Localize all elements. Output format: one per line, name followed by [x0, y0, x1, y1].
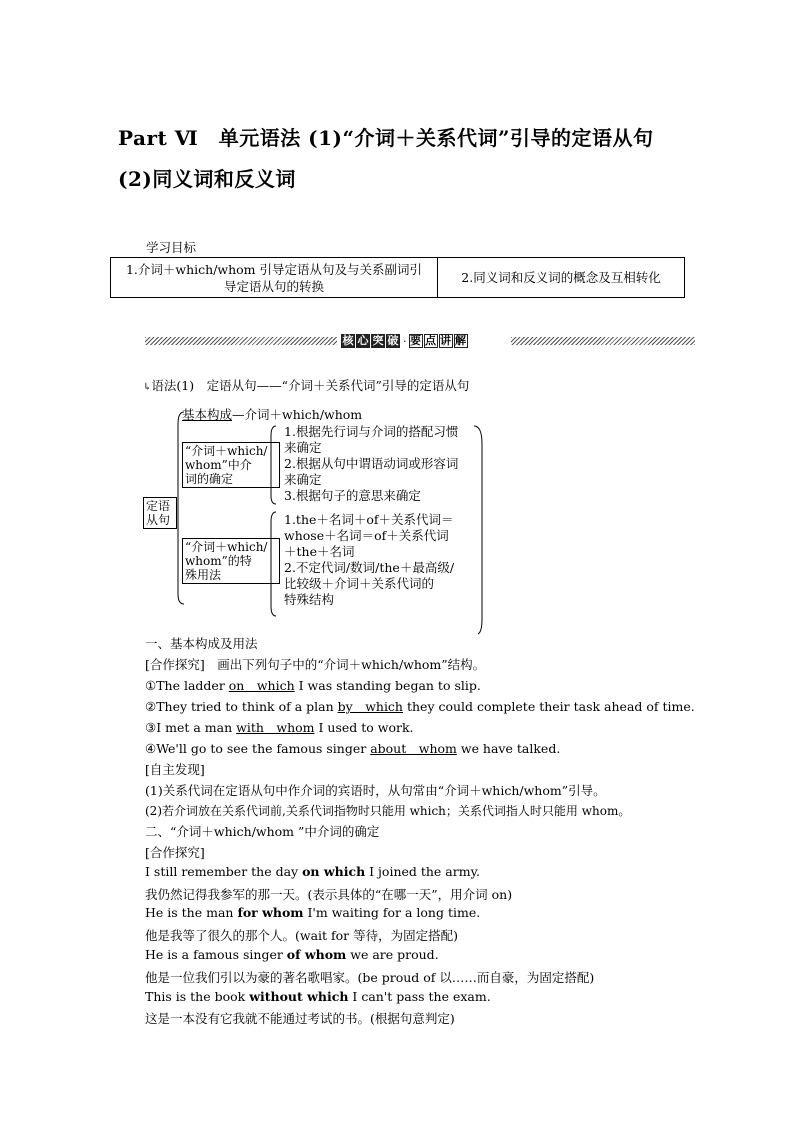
tree-branch-1-line: 词的确定	[185, 472, 234, 486]
sentence-part: I can't pass the exam.	[348, 989, 491, 1004]
sentence-underlined: with whom	[236, 720, 315, 735]
tree-item: 3.根据句子的意思来确定	[284, 488, 421, 503]
banner-label	[341, 333, 469, 349]
banner-char: 心	[357, 334, 369, 347]
banner-char: 突	[372, 334, 384, 347]
banner-char: 要	[410, 334, 421, 347]
tree-item: 来确定	[284, 440, 322, 455]
sentence-bold: of whom	[286, 947, 347, 962]
tree-basic	[182, 407, 362, 423]
example-sentence	[145, 905, 480, 920]
tree-branch-2-items	[284, 512, 454, 608]
tree-branch-1	[182, 442, 280, 488]
example-sentence	[145, 864, 480, 879]
page-subtitle: (2)同义词和反义词	[118, 167, 296, 191]
sentence-part: I used to work.	[314, 720, 414, 735]
tree-item: 2.根据从句中谓语动词或形容词	[284, 456, 459, 471]
goal-item-2: 2.同义词和反义词的概念及互相转化	[438, 258, 685, 298]
tree-basic-rest: —介词＋which/whom	[232, 407, 363, 422]
tree-basic-label: 基本构成	[182, 407, 233, 422]
section-2-explore: [合作探究]	[145, 845, 205, 860]
banner-char: 核	[342, 334, 354, 347]
banner-dot: ·	[403, 334, 407, 348]
tree-item: 1.the＋名词＋of＋关系代词＝	[284, 512, 454, 527]
sentence-part: ①The ladder	[145, 678, 229, 693]
example-sentence	[145, 739, 560, 757]
example-sentence	[145, 947, 439, 962]
goal-item-1-line-2: 导定语从句的转换	[223, 278, 324, 294]
tree-root-line: 定语	[146, 499, 171, 513]
tree-item: whose＋名词＝of＋关系代词	[284, 528, 449, 543]
tree-item: ＋the＋名词	[284, 544, 355, 559]
goals-label: 学习目标	[146, 240, 197, 255]
tree-branch-2-line: “介词＋which/	[185, 540, 268, 554]
example-translation: 这是一本没有它我就不能通过考试的书。(根据句意判定)	[145, 1011, 455, 1026]
section-2-heading: 二、“介词＋which/whom ”中介词的确定	[145, 824, 380, 839]
banner-char: 点	[425, 334, 436, 347]
tree-item: 比较级＋介词＋关系代词的	[284, 576, 435, 591]
example-translation: 他是一位我们引以为豪的著名歌唱家。(be proud of 以……而自豪，为固定搭配)	[145, 970, 595, 985]
section-1-explore: [合作探究] 画出下列句子中的“介词＋which/whom”结构。	[145, 657, 486, 672]
sentence-part: He is a famous singer	[145, 947, 287, 962]
tree-item: 来确定	[284, 472, 322, 487]
banner-hatch-right	[511, 337, 695, 345]
pointer-icon: ↳	[143, 382, 152, 393]
sentence-part: ④We'll go to see the famous singer	[145, 741, 371, 756]
example-sentence	[145, 697, 695, 715]
banner-char: 破	[387, 334, 399, 347]
sentence-part: I joined the army.	[365, 864, 480, 879]
sentence-part: ②They tried to think of a plan	[145, 699, 338, 714]
sentence-part: I was standing began to slip.	[294, 678, 481, 693]
sentence-bold: on which	[302, 864, 366, 879]
tree-branch-1-items	[284, 424, 458, 504]
sentence-part: I still remember the day	[145, 864, 303, 879]
sentence-part: This is the book	[145, 989, 250, 1004]
banner-char: 解	[455, 334, 466, 347]
tree-branch-1-line: “介词＋which/	[185, 444, 268, 458]
discover-point-1: (1)关系代词在定语从句中作介词的宾语时，从句常由“介词＋which/whom”引导。	[145, 783, 606, 798]
grammar-heading-text: 语法(1) 定语从句——“介词＋关系代词”引导的定语从句	[151, 378, 470, 393]
goal-item-1	[111, 258, 438, 298]
sentence-part: we have talked.	[456, 741, 561, 756]
page-title: Part Ⅵ 单元语法 (1)“介词＋关系代词”引导的定语从句	[118, 126, 654, 150]
sentence-part: I'm waiting for a long time.	[303, 905, 481, 920]
tree-branch-2-line: 殊用法	[185, 568, 222, 582]
example-sentence	[145, 718, 414, 736]
tree-item: 2.不定代词/数词/the＋最高级/	[284, 560, 455, 575]
sentence-bold: for whom	[237, 905, 304, 920]
example-sentence	[145, 989, 491, 1004]
section-banner	[145, 333, 695, 349]
sentence-underlined: about whom	[370, 741, 457, 756]
sentence-part: ③I met a man	[145, 720, 237, 735]
example-translation: 他是我等了很久的那个人。(wait for 等待，为固定搭配)	[145, 928, 459, 943]
example-sentence	[145, 676, 481, 694]
discover-point-2: (2)若介词放在关系代词前,关系代词指物时只能用 which；关系代词指人时只能用 whom。	[145, 804, 631, 818]
sentence-bold: without which	[249, 989, 349, 1004]
goals-table	[110, 257, 685, 298]
banner-char: 讲	[440, 334, 451, 347]
tree-branch-2	[182, 538, 280, 584]
section-1-heading: 一、基本构成及用法	[145, 636, 258, 651]
goal-item-1-line-1: 1.介词＋which/whom 引导定语从句及与关系副词引	[125, 261, 423, 277]
grammar-heading	[143, 376, 469, 394]
sentence-part: He is the man	[145, 905, 238, 920]
example-translation: 我仍然记得我参军的那一天。(表示具体的“在哪一天”，用介词 on)	[145, 887, 513, 902]
sentence-underlined: on which	[228, 678, 295, 693]
discover-label: [自主发现]	[145, 762, 205, 777]
tree-branch-1-line: whom”中介	[185, 458, 252, 472]
banner-hatch-left	[145, 337, 337, 345]
tree-item: 特殊结构	[284, 592, 335, 607]
sentence-part: we are proud.	[346, 947, 439, 962]
tree-root-line: 从句	[146, 513, 171, 527]
sentence-underlined: by which	[337, 699, 403, 714]
tree-item: 1.根据先行词与介词的搭配习惯	[284, 424, 459, 439]
sentence-part: they could complete their task ahead of time.	[403, 699, 695, 714]
tree-branch-2-line: whom”的特	[185, 554, 252, 568]
